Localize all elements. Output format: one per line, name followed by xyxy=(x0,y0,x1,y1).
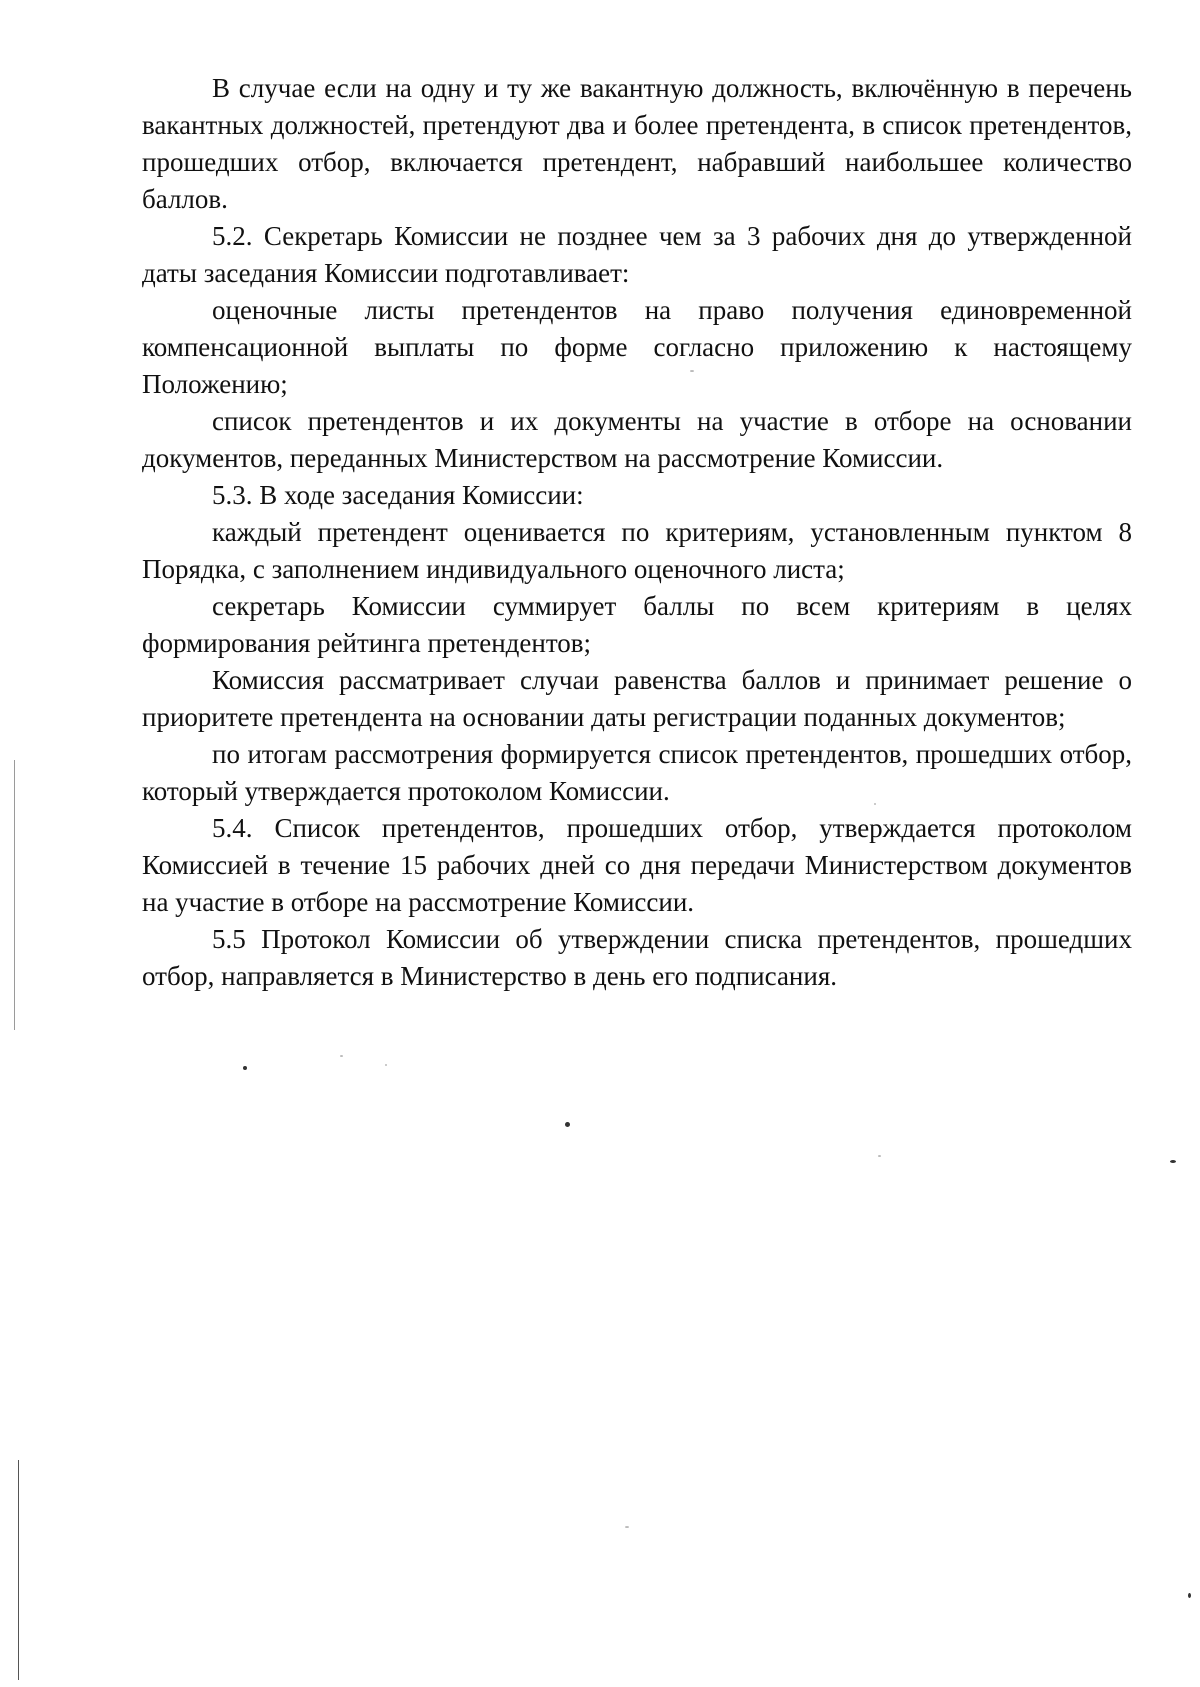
scan-edge-line xyxy=(14,760,15,1030)
scan-speck xyxy=(243,1066,247,1070)
paragraph-5-5: 5.5 Протокол Комиссии об утверждении списка претендентов, прошедших отбор, направляется в Министерство в день его подписания. xyxy=(142,924,1132,991)
scan-speck xyxy=(874,803,876,805)
scan-speck xyxy=(565,1122,570,1127)
paragraph-5-3-item-tie-break: Комиссия рассматривает случаи равенства баллов и принимает решение о приоритете претендента на основании даты регистрации поданных документов; xyxy=(142,665,1132,732)
scan-speck xyxy=(1170,1160,1176,1163)
paragraph-5-3-item-scoring: секретарь Комиссии суммирует баллы по всем критериям в целях формирования рейтинга претендентов; xyxy=(142,591,1132,658)
paragraph-5-2-item-evaluation-sheets: оценочные листы претендентов на право получения единовременной компенсационной выплаты по форме согласно приложению к настоящему Положению; xyxy=(142,295,1132,399)
scan-speck xyxy=(625,1526,629,1528)
paragraph-5-2-item-applicant-list: список претендентов и их документы на участие в отборе на основании документов, переданных Министерством на рассмотрение Комиссии. xyxy=(142,406,1132,473)
scan-speck xyxy=(340,1055,343,1057)
paragraph-vacancy-priority: В случае если на одну и ту же вакантную должность, включённую в перечень вакантных должностей, претендуют два и более претендента, в список претендентов, прошедших отбор, включается претендент, набравший наибольшее количество баллов. xyxy=(142,73,1132,214)
scan-speck xyxy=(878,1155,881,1157)
paragraph-5-3-item-result-list: по итогам рассмотрения формируется список претендентов, прошедших отбор, который утверждается протоколом Комиссии. xyxy=(142,739,1132,806)
paragraph-5-2: 5.2. Секретарь Комиссии не позднее чем за 3 рабочих дня до утвержденной даты заседания Комиссии подготавливает: xyxy=(142,221,1132,288)
paragraph-5-4: 5.4. Список претендентов, прошедших отбор, утверждается протоколом Комиссией в течение 15 рабочих дней со дня передачи Министерством документов на участие в отборе на рассмотрение Комиссии. xyxy=(142,813,1132,917)
paragraph-5-3: 5.3. В ходе заседания Комиссии: xyxy=(212,480,584,510)
scan-edge-line xyxy=(18,1460,19,1680)
document-body xyxy=(142,70,1132,995)
scan-speck xyxy=(690,370,694,372)
paragraph-5-3-item-assessment: каждый претендент оценивается по критериям, установленным пунктом 8 Порядка, с заполнением индивидуального оценочного листа; xyxy=(142,517,1132,584)
scan-speck xyxy=(1188,1593,1191,1598)
scan-speck xyxy=(385,1064,387,1066)
